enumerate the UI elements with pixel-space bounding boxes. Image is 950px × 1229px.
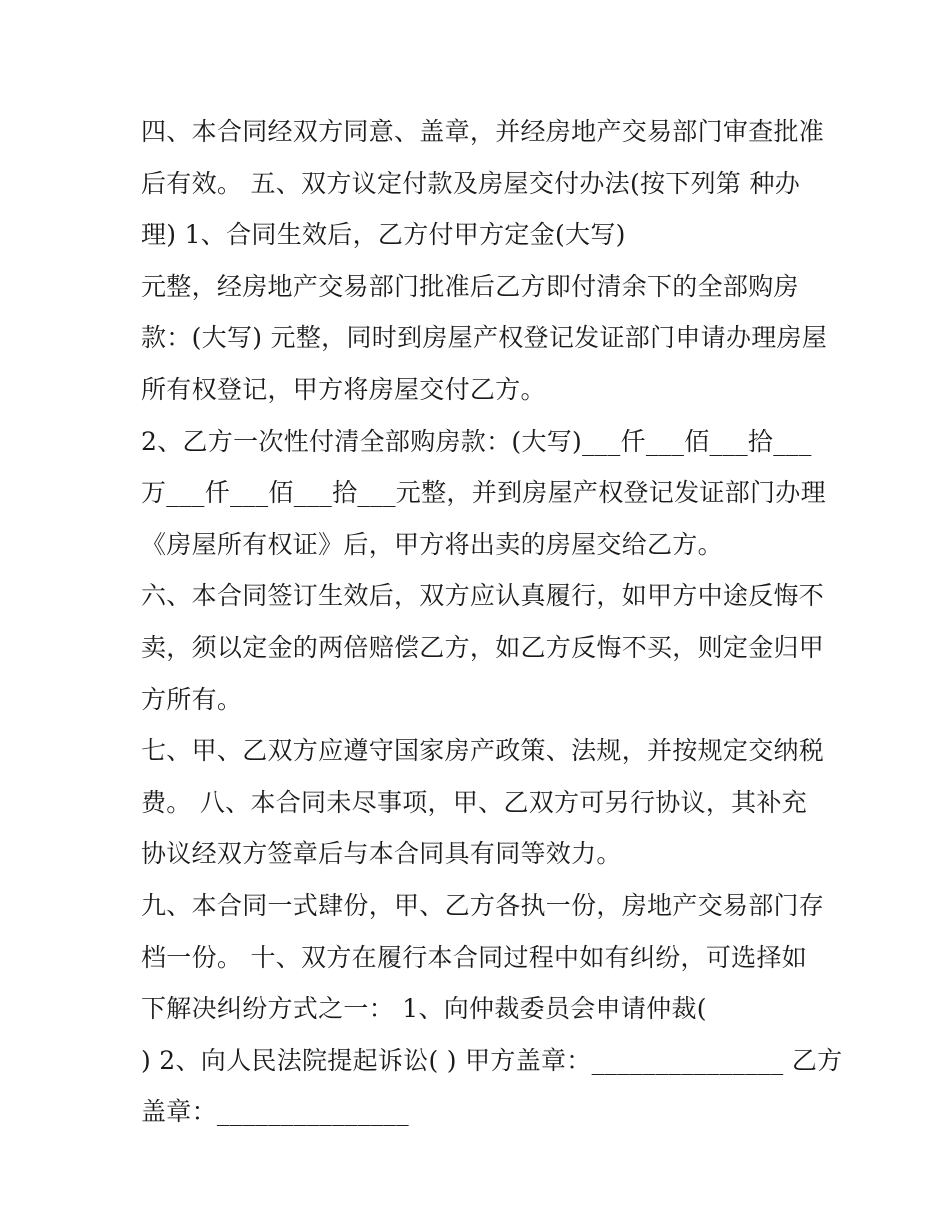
text-line: ) 2、向人民法院提起诉讼( ) 甲方盖章：_______________ 乙方 <box>141 1045 843 1075</box>
text-line: 《房屋所有权证》后，甲方将出卖的房屋交给乙方。 <box>141 529 723 559</box>
text-line: 协议经双方签章后与本合同具有同等效力。 <box>141 839 622 869</box>
text-line: 款：(大写) 元整，同时到房屋产权登记发证部门申请办理房屋 <box>141 323 828 353</box>
text-line: 后有效。 五、双方议定付款及房屋交付办法(按下列第 种办 <box>141 168 801 198</box>
text-line: 所有权登记，甲方将房屋交付乙方。 <box>141 374 546 404</box>
text-line: 2、乙方一次性付清全部购房款：(大写)___仟___佰___拾___ <box>141 426 812 456</box>
text-line: 七、甲、乙双方应遵守国家房产政策、法规，并按规定交纳税 <box>141 736 825 766</box>
text-line: 费。 八、本合同未尽事项，甲、乙双方可另行协议，其补充 <box>141 787 808 817</box>
text-line: 下解决纠纷方式之一： 1、向仲裁委员会申请仲裁( <box>141 994 707 1024</box>
text-line: 方所有。 <box>141 684 243 714</box>
text-line: 万___仟___佰___拾___元整，并到房屋产权登记发证部门办理 <box>141 478 826 508</box>
text-line: 六、本合同签订生效后，双方应认真履行，如甲方中途反悔不 <box>141 581 825 611</box>
text-line: 理) 1、合同生效后，乙方付甲方定金(大写) <box>141 220 626 250</box>
contract-body-text <box>141 106 843 1138</box>
text-line: 卖，须以定金的两倍赔偿乙方，如乙方反悔不买，则定金归甲 <box>141 632 825 662</box>
text-line: 元整，经房地产交易部门批准后乙方即付清余下的全部购房 <box>141 271 799 301</box>
text-line: 九、本合同一式肆份，甲、乙方各执一份，房地产交易部门存 <box>141 890 825 920</box>
text-line: 四、本合同经双方同意、盖章，并经房地产交易部门审查批准 <box>141 117 825 146</box>
text-line: 盖章：_______________ <box>141 1097 409 1127</box>
text-line: 档一份。 十、双方在履行本合同过程中如有纠纷，可选择如 <box>141 942 808 972</box>
